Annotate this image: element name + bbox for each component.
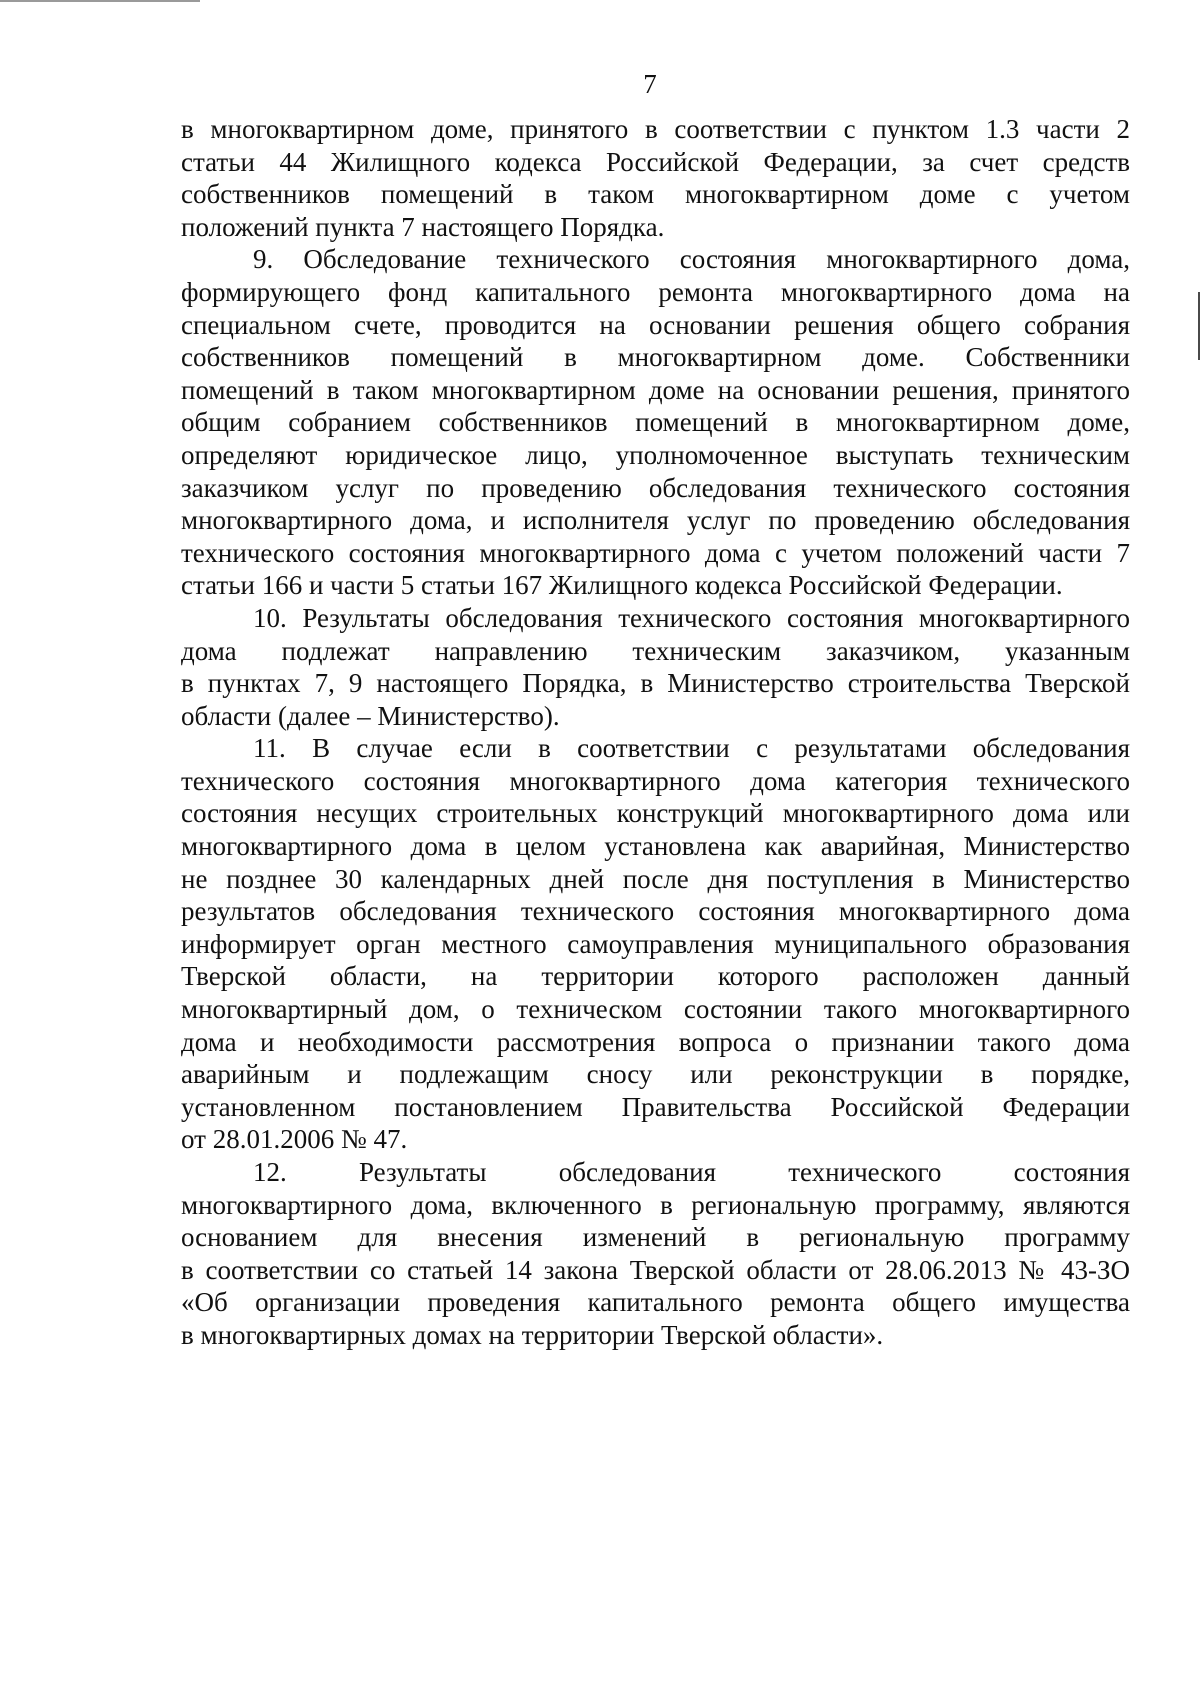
text-line: многоквартирный дом, о техническом состоянии такого многоквартирного — [181, 994, 1130, 1025]
document-body — [181, 113, 1130, 1352]
text-line: 10. Результаты обследования технического состояния многоквартирного — [253, 602, 1130, 633]
scan-edge-top — [0, 0, 200, 2]
text-line: в многоквартирных домах на территории Тверской области». — [181, 1319, 884, 1350]
text-line: состояния несущих строительных конструкций многоквартирного дома или — [181, 798, 1130, 829]
text-line: технического состояния многоквартирного дома категория технического — [181, 765, 1130, 796]
text-line: 12. Результаты обследования технического состояния — [253, 1157, 1130, 1187]
text-line: от 28.01.2006 № 47. — [181, 1124, 408, 1155]
text-line: аварийным и подлежащим сносу или реконструкции в порядке, — [181, 1059, 1130, 1090]
text-line: статьи 44 Жилищного кодекса Российской Федерации, за счет средств — [181, 146, 1130, 177]
text-line: в многоквартирном доме, принятого в соответствии с пунктом 1.3 части 2 — [181, 114, 1130, 144]
text-line: 9. Обследование технического состояния многоквартирного дома, — [253, 244, 1130, 275]
text-line: положений пункта 7 настоящего Порядка. — [181, 211, 665, 242]
text-line: определяют юридическое лицо, уполномоченное выступать техническим — [181, 439, 1130, 470]
text-line: области (далее – Министерство). — [181, 700, 560, 731]
text-line: статьи 166 и части 5 статьи 167 Жилищного кодекса Российской Федерации. — [181, 570, 1063, 601]
text-line: в соответствии со статьей 14 закона Тверской области от 28.06.2013 № 43-ЗО — [181, 1254, 1130, 1285]
text-line: многоквартирного дома, и исполнителя услуг по проведению обследования — [181, 505, 1130, 536]
text-line: собственников помещений в многоквартирном доме. Собственники — [181, 342, 1130, 373]
text-line: помещений в таком многоквартирном доме на основании решения, принятого — [181, 374, 1130, 405]
text-line: заказчиком услуг по проведению обследования технического состояния — [181, 472, 1130, 503]
text-line: информирует орган местного самоуправления муниципального образования — [181, 928, 1130, 959]
text-line: 11. В случае если в соответствии с результатами обследования — [253, 733, 1130, 764]
text-line: не позднее 30 календарных дней после дня поступления в Министерство — [181, 863, 1130, 894]
text-line: собственников помещений в таком многоквартирном доме с учетом — [181, 179, 1130, 210]
text-line: в пунктах 7, 9 настоящего Порядка, в Министерство строительства Тверской — [181, 668, 1130, 699]
text-line: дома подлежат направлению техническим заказчиком, указанным — [181, 635, 1130, 666]
text-line: многоквартирного дома, включенного в региональную программу, являются — [181, 1189, 1130, 1220]
text-line: специальном счете, проводится на основании решения общего собрания — [181, 309, 1130, 340]
page-number: 7 — [643, 69, 657, 99]
text-line: общим собранием собственников помещений в многоквартирном доме, — [181, 407, 1130, 438]
text-line: Тверской области, на территории которого расположен данный — [181, 961, 1130, 992]
text-line: результатов обследования технического состояния многоквартирного дома — [181, 896, 1130, 927]
text-line: формирующего фонд капитального ремонта многоквартирного дома на — [181, 276, 1130, 307]
text-line: многоквартирного дома в целом установлена как аварийная, Министерство — [181, 831, 1130, 862]
text-line: «Об организации проведения капитального ремонта общего имущества — [181, 1287, 1130, 1318]
text-line: основанием для внесения изменений в региональную программу — [181, 1222, 1130, 1253]
text-line: установленном постановлением Правительства Российской Федерации — [181, 1091, 1130, 1122]
text-line: технического состояния многоквартирного дома с учетом положений части 7 — [181, 537, 1130, 568]
text-line: дома и необходимости рассмотрения вопроса о признании такого дома — [181, 1026, 1130, 1057]
